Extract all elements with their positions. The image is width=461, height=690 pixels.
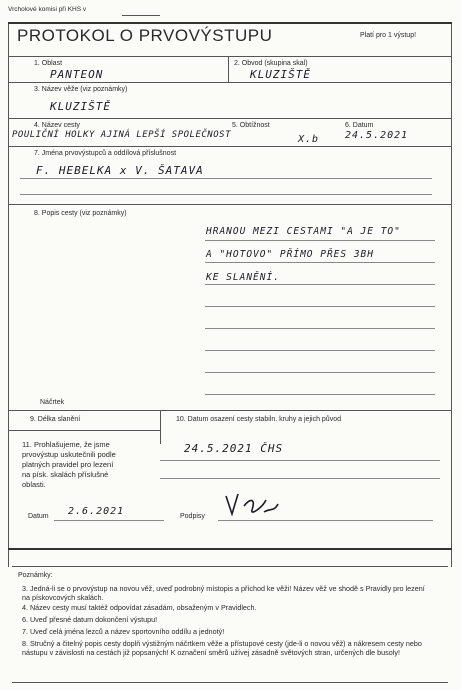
- field-8-line-1: HRANOU MEZI CESTAMI "A JE TO": [206, 226, 401, 237]
- notes-top: [12, 566, 448, 567]
- sketch-label: Náčrtek: [40, 399, 65, 406]
- date-value: 2.6.2021: [68, 506, 125, 517]
- desc-line-1: [205, 240, 435, 241]
- field-2-value: KLUZIŠTĚ: [250, 68, 311, 81]
- desc-line-6: [205, 350, 435, 351]
- field-4-label: 4. Název cesty: [34, 122, 80, 129]
- signature-line: [218, 520, 433, 521]
- field-3-label: 3. Název věže (viz poznámky): [34, 86, 128, 93]
- note-6: 6. Uveď přesné datum dokončení výstupu!: [22, 615, 158, 624]
- desc-line-4: [205, 306, 435, 307]
- row10-underline-2: [160, 478, 440, 479]
- field-6-value: 24.5.2021: [345, 130, 409, 141]
- field-9-label: 9. Délka slanění: [30, 416, 81, 423]
- form-title: PROTOKOL O PRVOVÝSTUPU: [17, 26, 273, 45]
- frame-top: [8, 22, 452, 24]
- note-8: 8. Stručný a čitelný popis cesty doplň výstižným náčrtkem věže a přístupové cesty (jde-li o novou věž) a nákresem cesty nebo nástupu v závislosti na cestách již popsaných! K označení směrů užívej zásadně světových stran, určených dle busoly!: [22, 639, 422, 658]
- note-3: 3. Jedná-li se o prvovýstup na novou věž, uveď podrobný místopis a příchod ke věži! Název věž ve shodě s Pravidly pro lezení na pískovcových skalách.: [22, 584, 425, 603]
- row1-divider: [228, 56, 229, 82]
- field-11-label: 11. Prohlašujeme, že jsme prvovýstup uskutečnili podle platných pravidel pro lezení na písk. skalách příslušné oblasti.: [22, 440, 116, 489]
- field-2-label: 2. Obvod (skupina skal): [234, 60, 308, 67]
- row4-top: [8, 118, 452, 119]
- desc-line-8: [205, 394, 435, 395]
- field-7-value: F. HEBELKA x V. ŠATAVA: [36, 164, 204, 177]
- row3-top: [8, 82, 452, 83]
- commission-line: [122, 15, 160, 16]
- notes-bottom: [12, 682, 448, 683]
- field-8-line-3: KE SLANĚNÍ.: [206, 272, 280, 283]
- field-10-label: 10. Datum osazení cesty stabiln. kruhy a jejich původ: [176, 416, 341, 423]
- desc-line-7: [205, 372, 435, 373]
- commission-label: Vrcholové komisi při KHS v: [8, 6, 87, 13]
- field-5-label: 5. Obtížnost: [232, 122, 270, 129]
- note-4: 4. Název cesty musí taktéž odpovídat zásadám, obsaženým v Pravidlech.: [22, 603, 257, 612]
- date-line: [54, 520, 164, 521]
- row1-top: [8, 56, 452, 57]
- frame-left: [8, 22, 9, 567]
- field-3-value: KLUZIŠTĚ: [50, 100, 111, 113]
- date-label: Datum: [28, 513, 49, 520]
- desc-line-5: [205, 328, 435, 329]
- field-1-value: PANTEON: [50, 68, 104, 81]
- frame-right: [451, 22, 452, 567]
- signature-mark: [222, 490, 282, 520]
- row10-underline-1: [160, 460, 440, 461]
- row7-top: [8, 146, 452, 147]
- row11-top: [8, 430, 160, 431]
- field-4-value: POULIČNÍ HOLKY AJINÁ LEPŠÍ SPOLEČNOST: [12, 130, 231, 140]
- row8-top: [8, 204, 452, 205]
- desc-line-2: [205, 262, 435, 263]
- row9-top: [8, 410, 452, 411]
- valid-note: Platí pro 1 výstup!: [360, 32, 417, 39]
- form-bottom: [8, 548, 452, 550]
- field-1-label: 1. Oblast: [34, 60, 63, 67]
- desc-line-3: [205, 284, 435, 285]
- note-7: 7. Uveď celá jména lezců a název sportovního oddílu a jednotý!: [22, 627, 225, 636]
- signatures-label: Podpisy: [180, 513, 205, 520]
- field-7-label: 7. Jména prvovýstupců a oddílová příslušnost: [34, 150, 177, 157]
- field-6-label: 6. Datum: [345, 122, 374, 129]
- notes-heading: Poznámky:: [18, 572, 53, 579]
- field-10-value: 24.5.2021 ČHS: [184, 442, 284, 455]
- field-5-value: X.b: [298, 134, 320, 145]
- row9-divider: [160, 410, 161, 444]
- row7-underline-2: [20, 194, 432, 195]
- field-8-line-2: A "HOTOVO" PŘÍMO PŘES 3BH: [206, 249, 374, 260]
- row7-underline: [20, 178, 432, 179]
- field-8-label: 8. Popis cesty (viz poznámky): [34, 210, 127, 217]
